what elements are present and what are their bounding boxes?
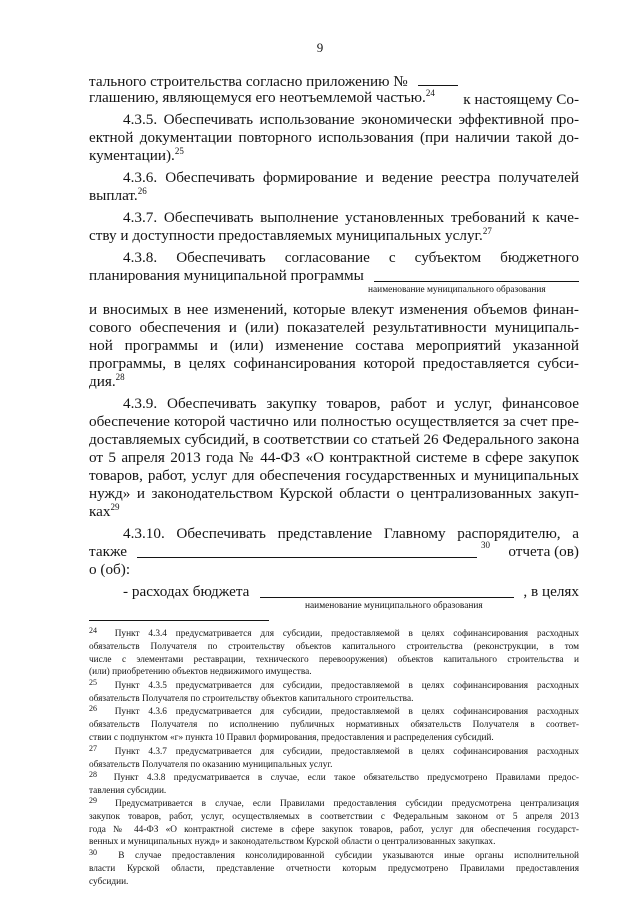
footnote-text: обязательств Получателя по исполнению публичных нормативных обязательств Получателя в соответ- [89, 719, 579, 730]
body-line [123, 583, 579, 601]
body-text: также [89, 543, 127, 560]
body-line: нужд» и законодательством Курской области о централизованных закуп- [89, 485, 579, 502]
body-line: и вносимых в нее изменений, которые влекут изменения объемов финан- [89, 301, 579, 318]
body-line: от 5 апреля 2013 года № 44-ФЗ «О контрактной системе в сфере закупок [89, 449, 579, 466]
footnote-line [89, 719, 579, 732]
footnote-30 [89, 850, 579, 888]
footnote-line [89, 863, 579, 876]
body-line: сового обеспечения и (или) показателей результативности муниципаль- [89, 319, 579, 336]
body-line [89, 147, 184, 165]
footnote-line [89, 850, 579, 863]
footnote-ref: 24 [425, 88, 435, 98]
body-line: ектной документации повторного использования (при наличии такой до- [89, 129, 579, 146]
field-caption: наименование муниципального образования [368, 285, 546, 295]
body-line: 4.3.5. Обеспечивать использование экономически эффективной про- [123, 111, 579, 128]
footnote-line [89, 693, 579, 706]
body-line: 4.3.8. Обеспечивать согласование с субъектом бюджетного [123, 249, 579, 266]
footnote-number: 25 [89, 678, 97, 687]
body-line: также 30 отчета (ов) [89, 540, 579, 560]
footnote-line [89, 798, 579, 811]
footnote-line [89, 836, 579, 849]
body-line [89, 187, 147, 205]
footnote-number: 30 [89, 848, 97, 857]
footnote-text: Пункт 4.3.5 предусматривается для субсидии, предоставляемой в целях софинансирования расходных [114, 681, 579, 691]
footnote-29 [89, 798, 579, 849]
footnote-text: Пункт 4.3.7 предусматривается для субсидии, предоставляемой в целях софинансирования расходных [114, 747, 579, 757]
body-text: глашению, являющемуся его неотъемлемой частью. [89, 89, 426, 106]
footnote-line [89, 772, 579, 785]
body-line: 4.3.9. Обеспечивать закупку товаров, работ и услуг, финансовое [123, 395, 579, 412]
footnote-line [89, 641, 579, 654]
footnote-line [89, 666, 579, 679]
footnote-ref: 25 [174, 146, 184, 156]
footnote-text: венных и муниципальных нужд» и законодательством Курской области о централизованных закупках. [89, 837, 496, 848]
body-line: товаров, работ, услуг для обеспечения государственных и муниципальных [89, 467, 579, 484]
footnote-line [89, 680, 579, 693]
body-line: ной программы и (или) изменение состава мероприятий указанной [89, 337, 579, 354]
body-text: планирования муниципальной программы [89, 267, 364, 284]
footnote-line [89, 759, 579, 772]
footnote-number: 28 [89, 770, 97, 779]
body-line [89, 503, 119, 521]
body-line [89, 373, 125, 391]
body-line: доставляемых субсидий, в соответствии со статьей 26 Федерального закона [89, 431, 580, 448]
body-line: о (об): [89, 561, 131, 578]
footnote-text: В случае предоставления консолидированной субсидии указываются иные органы исполнительной [118, 851, 579, 861]
footnote-text: закупок товаров, работ, услуг, осуществляемых в соответствии с Федеральным законом от 5 апреля 2013 [89, 811, 579, 822]
body-text: выплат. [89, 187, 138, 204]
body-line [89, 267, 579, 285]
body-text: дия. [89, 373, 116, 390]
footnote-24 [89, 628, 579, 679]
body-text: - расходах бюджета [123, 583, 250, 600]
footnote-text: обязательств Получателя по оказанию муниципальных услуг. [89, 759, 333, 770]
footnote-line [89, 811, 579, 824]
footnote-line [89, 824, 579, 837]
footnote-text: Пункт 4.3.6 предусматривается для субсидии, предоставляемой в целях софинансирования расходных [114, 707, 579, 717]
blank-field [418, 71, 458, 86]
footnote-text: Пункт 4.3.8 предусматривается в случае, если такое обязательство предусмотрено Правилами предос- [113, 773, 579, 783]
footnote-line [89, 746, 579, 759]
footnote-ref: 27 [482, 226, 492, 236]
footnote-text: Предусматривается в случае, если Правилами предоставления субсидии предусмотрена централизация [115, 799, 579, 809]
footnote-line [89, 706, 579, 719]
footnote-line [89, 732, 579, 745]
body-line: 4.3.10. Обеспечивать представление Главному распорядителю, а [123, 525, 579, 542]
body-line: 4.3.7. Обеспечивать выполнение установленных требований к каче- [123, 209, 579, 226]
body-line: обеспечение которой частично или полностью осуществляется за счет пре- [89, 413, 579, 430]
footnote-text: тавления субсидии. [89, 785, 167, 796]
page-number: 9 [316, 40, 324, 55]
footnote-ref: 26 [137, 186, 147, 196]
footnote-text: года № 44-ФЗ «О контрактной системе в сфере закупок товаров, работ, услуг для обеспечения государст- [89, 824, 579, 835]
footnote-separator [89, 620, 269, 621]
footnote-text: числе с элементами реставрации, технического перевооружения) объектов капитального строительства и [89, 654, 579, 665]
blank-field [260, 583, 514, 598]
footnote-ref: 28 [115, 372, 125, 382]
blank-field [374, 267, 579, 282]
footnote-25 [89, 680, 579, 706]
footnote-line [89, 628, 579, 641]
body-text: тального строительства согласно приложению № [89, 73, 408, 90]
body-text: кументации). [89, 147, 175, 164]
footnote-line [89, 876, 579, 889]
footnote-number: 27 [89, 744, 97, 753]
footnote-line [89, 785, 579, 798]
body-text: , в целях [523, 583, 579, 600]
footnote-27 [89, 746, 579, 772]
footnote-28 [89, 772, 579, 798]
footnote-text: (или) приобретению объектов недвижимого имущества. [89, 667, 312, 678]
footnote-text: Пункт 4.3.4 предусматривается для субсидии, предоставляемой в целях софинансирования расходных [114, 629, 579, 639]
body-text: отчета (ов) [508, 543, 579, 560]
body-line [89, 89, 435, 107]
field-caption: наименование муниципального образования [305, 601, 483, 611]
blank-field [137, 543, 477, 558]
body-line [89, 227, 492, 245]
footnote-number: 29 [89, 796, 97, 805]
footnote-text: субсидии. [89, 876, 129, 887]
footnote-26 [89, 706, 579, 744]
body-text: к настоящему Со- [463, 91, 579, 108]
footnote-ref: 29 [110, 502, 120, 512]
footnote-text: обязательств Получателя по строительству объектов капитального строительства. [89, 693, 414, 704]
footnote-line [89, 654, 579, 667]
body-text: ках [89, 503, 111, 520]
footnote-text: власти Курской области, представление отчетности которым предусмотрено Правилами предоставления [89, 863, 579, 874]
body-line: 4.3.6. Обеспечивать формирование и ведение реестра получателей [123, 169, 579, 186]
footnote-number: 24 [89, 626, 97, 635]
footnote-number: 26 [89, 704, 97, 713]
footnote-text: обязательств Получателя по строительству объектов капитального строительства (реконструкции, в том [89, 641, 579, 652]
body-line: программы, в целях софинансирования которой предоставляется субси- [89, 355, 579, 372]
footnote-text: ствии с подпунктом «г» пункта 10 Правил формирования, предоставления и распределения субсидий. [89, 732, 494, 743]
body-text: ству и доступности предоставляемых муниципальных услуг. [89, 227, 483, 244]
